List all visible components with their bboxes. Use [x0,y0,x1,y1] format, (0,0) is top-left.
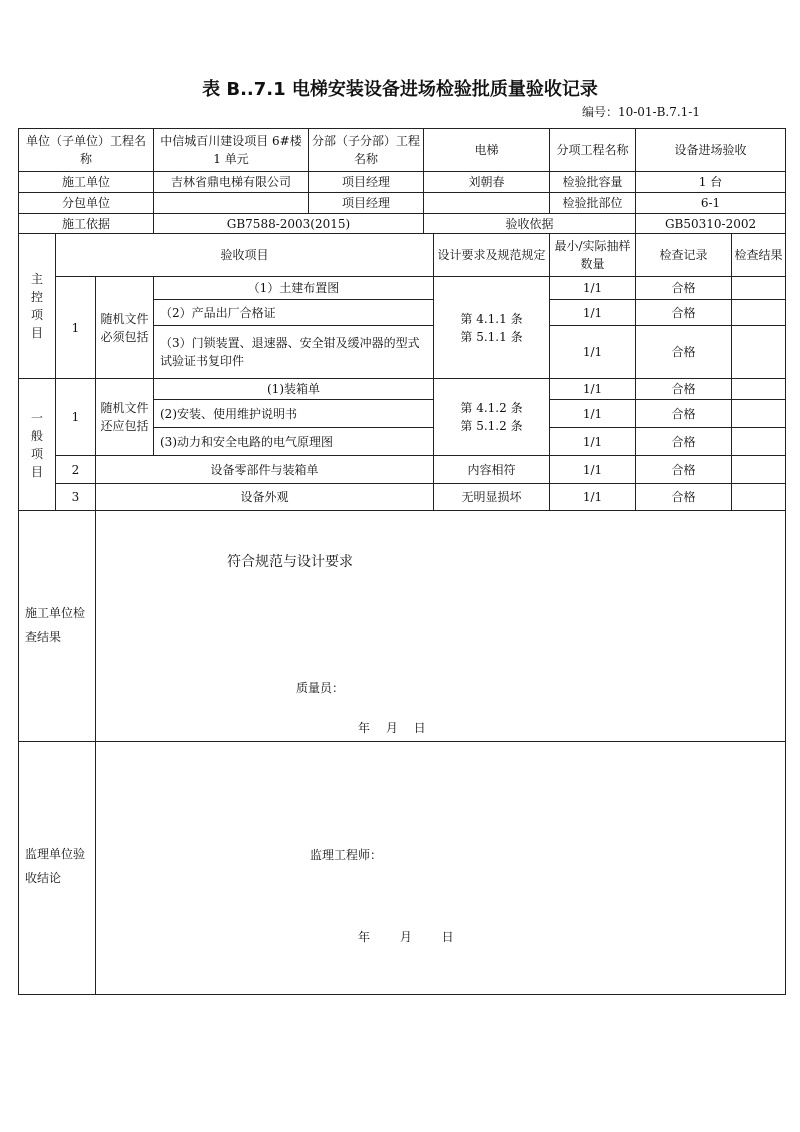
unit-label: 单位（子单位）工程名称 [19,129,154,172]
supervision-engineer-label: 监理工程师： [310,848,383,862]
main-result-3 [732,326,786,379]
main-record-3: 合格 [636,326,732,379]
subcontractor-label: 分包单位 [19,193,154,214]
general-group-text: 随机文件还应包括 [100,401,149,433]
main-design-rule [434,277,550,379]
form-title: 表 B..7.1 电梯安装设备进场检验批质量验收记录 [202,79,598,100]
division-label: 分部（子分部）工程名称 [309,129,424,172]
general-item-2: (2)安装、使用维护说明书 [154,400,434,428]
main-control-label [19,234,56,379]
general-sample-2: 1/1 [550,400,636,428]
supervision-text: 监理单位验收结论 [25,847,86,885]
general-design-3: 无明显损坏 [434,484,550,511]
main-result-2 [732,300,786,326]
general-sample-3: 1/1 [550,428,636,456]
pm2-label: 项目经理 [309,193,424,214]
contractor-label: 施工单位 [19,172,154,193]
main-item-1: （1）土建布置图 [154,277,434,300]
general-record-2: 合格 [636,400,732,428]
general-sample-4: 1/1 [550,456,636,484]
main-item-no: 1 [56,277,96,379]
acceptance-basis-value: GB50310-2002 [636,214,786,234]
general-record-1: 合格 [636,379,732,400]
main-group-label [96,277,154,379]
general-design-2: 内容相符 [434,456,550,484]
general-item-parts: 设备零部件与装箱单 [96,456,434,484]
main-control-text: 主控项目 [30,272,43,340]
general-group-label [96,379,154,456]
main-item-2: （2）产品出厂合格证 [154,300,434,326]
general-result-1 [732,379,786,400]
col-result-header: 检查结果 [732,234,786,277]
general-sample-5: 1/1 [550,484,636,511]
pm2-value [424,193,550,214]
general-sample-1: 1/1 [550,379,636,400]
subitem-label: 分项工程名称 [550,129,636,172]
general-record-4: 合格 [636,456,732,484]
main-item-3: （3）门锁装置、退速器、安全钳及缓冲器的型式试验证书复印件 [154,326,434,379]
general-record-3: 合格 [636,428,732,456]
col-record-header: 检查记录 [636,234,732,277]
general-design-text: 第 4.1.2 条 第 5.1.2 条 [460,401,523,433]
main-sample-2: 1/1 [550,300,636,326]
general-label [19,379,56,511]
construction-check-area [96,511,786,742]
general-item-3: (3)动力和安全电路的电气原理图 [154,428,434,456]
general-result-5 [732,484,786,511]
batch-part-label: 检验批部位 [550,193,636,214]
main-record-1: 合格 [636,277,732,300]
main-group-text: 随机文件必须包括 [100,311,149,344]
main-result-1 [732,277,786,300]
general-item-no-3: 3 [56,484,96,511]
main-record-2: 合格 [636,300,732,326]
general-item-1: (1)装箱单 [154,379,434,400]
unit-value: 中信城百川建设项目 6#楼 1 单元 [154,129,309,172]
col-design-header: 设计要求及规范规定 [434,234,550,277]
subitem-value: 设备进场验收 [636,129,786,172]
construction-date: 年 月 日 [358,721,426,735]
pm-label: 项目经理 [309,172,424,193]
main-sample-1: 1/1 [550,277,636,300]
construction-check-label [19,511,96,742]
acceptance-basis-label: 验收依据 [424,214,636,234]
general-result-4 [732,456,786,484]
division-value: 电梯 [424,129,550,172]
construction-check-text: 施工单位检查结果 [25,606,86,644]
basis-label: 施工依据 [19,214,154,234]
general-item-no: 1 [56,379,96,456]
construction-conclusion: 符合规范与设计要求 [227,554,353,570]
general-design-rule [434,379,550,456]
batch-part-value: 6-1 [636,193,786,214]
pm-value: 刘朝春 [424,172,550,193]
general-item-no-2: 2 [56,456,96,484]
general-result-3 [732,428,786,456]
col-sample-header: 最小/实际抽样数量 [550,234,636,277]
general-result-2 [732,400,786,428]
batch-capacity-value: 1 台 [636,172,786,193]
batch-capacity-label: 检验批容量 [550,172,636,193]
general-text: 一般项目 [30,410,43,479]
supervision-label [19,742,96,995]
subcontractor-value [154,193,309,214]
general-record-5: 合格 [636,484,732,511]
main-sample-3: 1/1 [550,326,636,379]
inspection-form [18,128,786,995]
supervision-area [96,742,786,995]
supervision-date: 年 月 日 [358,930,454,944]
contractor-value: 吉林省鼎电梯有限公司 [154,172,309,193]
document-number: 编号：10-01-B.7.1-1 [581,105,700,119]
quality-inspector-label: 质量员： [296,681,345,695]
general-item-appearance: 设备外观 [96,484,434,511]
col-item-header: 验收项目 [56,234,434,277]
main-design-text: 第 4.1.1 条 第 5.1.1 条 [460,311,523,344]
basis-value: GB7588-2003(2015) [154,214,424,234]
